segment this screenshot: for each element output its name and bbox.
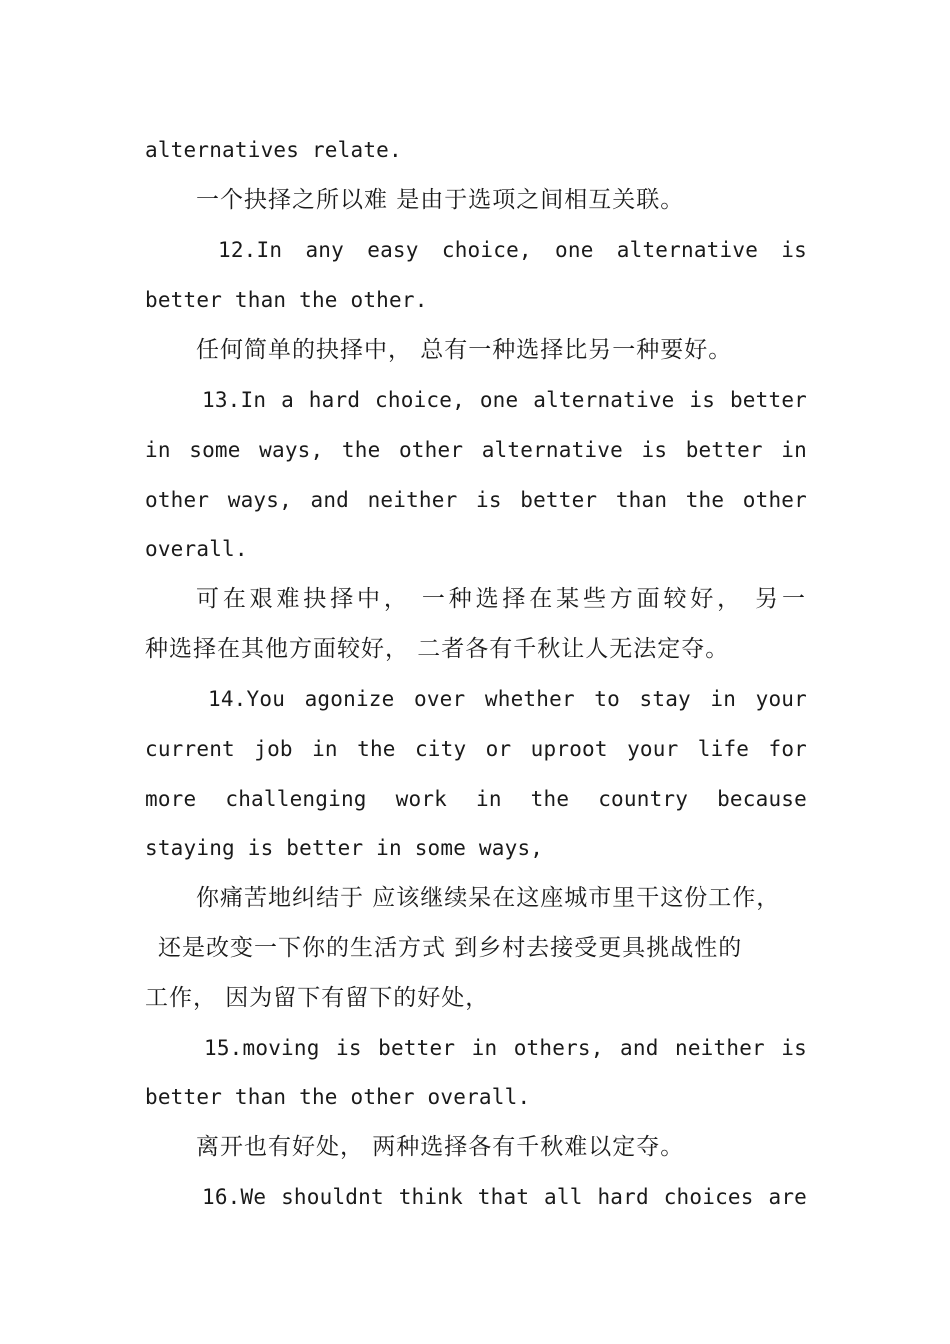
text-line: 种选择在其他方面较好， 二者各有千秋让人无法定夺。 bbox=[145, 636, 730, 662]
text-line: 一个抉择之所以难 是由于选项之间相互关联。 bbox=[196, 187, 685, 213]
text-line: 15.moving is better in others, and neither is bbox=[204, 1036, 807, 1060]
text-line: 任何简单的抉择中， 总有一种选择比另一种要好。 bbox=[196, 337, 733, 363]
text-line: better than the other. bbox=[145, 288, 428, 312]
text-line: overall. bbox=[145, 537, 248, 561]
text-line: current job in the city or uproot your life for bbox=[145, 737, 807, 761]
text-line: 离开也有好处， 两种选择各有千秋难以定夺。 bbox=[196, 1134, 685, 1160]
text-line: 16.We shouldnt think that all hard choices are bbox=[202, 1185, 807, 1209]
text-line: 你痛苦地纠结于 应该继续呆在这座城市里干这份工作， bbox=[196, 885, 781, 911]
text-line: better than the other overall. bbox=[145, 1085, 531, 1109]
text-line: 可在艰难抉择中， 一种选择在某些方面较好， 另一 bbox=[196, 586, 806, 612]
text-line: 13.In a hard choice, one alternative is better bbox=[202, 388, 807, 412]
text-line: 还是改变一下你的生活方式 到乡村去接受更具挑战性的 bbox=[158, 935, 743, 961]
text-line: staying is better in some ways, bbox=[145, 836, 544, 860]
text-line: 工作， 因为留下有留下的好处， bbox=[145, 985, 490, 1011]
text-line: 14.You agonize over whether to stay in your bbox=[208, 687, 807, 711]
text-line: other ways, and neither is better than the other bbox=[145, 488, 807, 512]
text-line: more challenging work in the country because bbox=[145, 787, 807, 811]
text-line: alternatives relate. bbox=[145, 138, 402, 162]
text-line: in some ways, the other alternative is better in bbox=[145, 438, 807, 462]
text-line: 12.In any easy choice, one alternative is bbox=[218, 238, 807, 262]
